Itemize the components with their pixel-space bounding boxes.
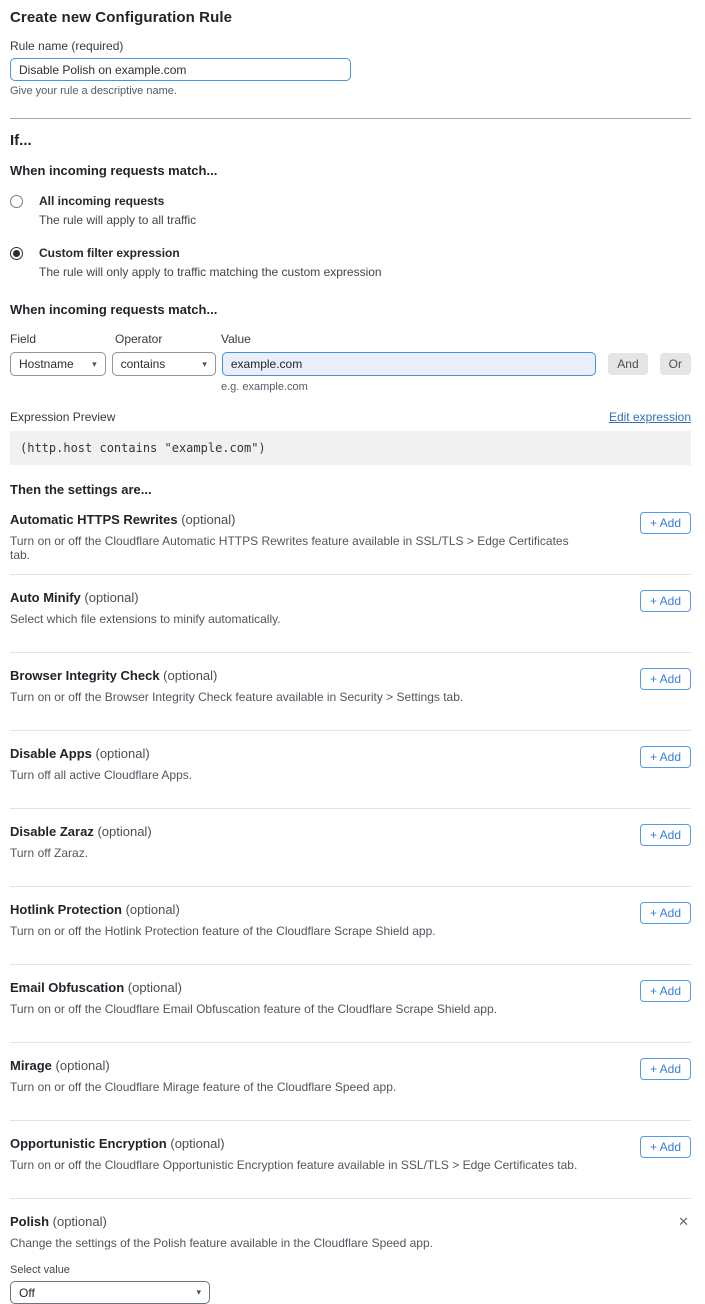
add-button[interactable]: + Add <box>640 512 691 534</box>
setting-name: Email Obfuscation <box>10 980 125 995</box>
setting-optional: (optional) <box>181 512 236 527</box>
page-title: Create new Configuration Rule <box>10 9 233 26</box>
operator-select-value: contains <box>120 357 166 371</box>
rule-name-input[interactable] <box>10 58 351 81</box>
setting-optional: (optional) <box>52 1214 107 1229</box>
setting-row-mirage <box>10 1043 691 1121</box>
radio-label: Custom filter expression <box>39 246 180 260</box>
setting-name: Opportunistic Encryption <box>10 1136 167 1151</box>
setting-name: Hotlink Protection <box>10 902 122 917</box>
polish-value-select[interactable] <box>10 1281 210 1304</box>
field-select-value: Hostname <box>19 357 74 371</box>
incoming-requests-match-heading: When incoming requests match... <box>10 163 218 178</box>
setting-optional: (optional) <box>55 1058 110 1073</box>
setting-description: Turn on or off the Cloudflare Email Obfuscation feature of the Cloudflare Scrape Shield app. <box>10 1002 497 1016</box>
add-button[interactable]: + Add <box>640 590 691 612</box>
polish-select-value: Off <box>19 1285 35 1300</box>
operator-select[interactable] <box>112 352 216 376</box>
chevron-down-icon: ▾ <box>92 358 97 369</box>
radio-unselected-icon[interactable] <box>10 195 23 208</box>
close-icon[interactable]: ✕ <box>678 1214 689 1229</box>
expression-builder-labels <box>10 332 691 346</box>
setting-description: Select which file extensions to minify automatically. <box>10 612 281 626</box>
and-button[interactable]: And <box>608 353 647 375</box>
setting-name: Auto Minify <box>10 590 81 605</box>
select-value-label: Select value <box>10 1264 70 1276</box>
radio-option-all-incoming-requests[interactable] <box>10 194 691 227</box>
value-help-text: e.g. example.com <box>221 381 308 393</box>
add-button[interactable]: + Add <box>640 1136 691 1158</box>
expression-preview-label: Expression Preview <box>10 410 116 424</box>
setting-optional: (optional) <box>97 824 152 839</box>
radio-selected-icon[interactable] <box>10 247 23 260</box>
radio-description: The rule will apply to all traffic <box>39 213 197 227</box>
rule-name-label: Rule name (required) <box>10 39 124 53</box>
or-button[interactable]: Or <box>660 353 691 375</box>
setting-description: Turn on or off the Hotlink Protection feature of the Cloudflare Scrape Shield app. <box>10 924 436 938</box>
radio-dot <box>13 250 20 257</box>
setting-description: Turn off all active Cloudflare Apps. <box>10 768 193 782</box>
setting-description: Turn on or off the Cloudflare Mirage feature of the Cloudflare Speed app. <box>10 1080 397 1094</box>
section-divider <box>10 118 691 119</box>
field-select[interactable] <box>10 352 106 376</box>
setting-description: Turn on or off the Cloudflare Opportunistic Encryption feature available in SSL/TLS > Edge Certificates tab. <box>10 1158 578 1172</box>
add-button[interactable]: + Add <box>640 902 691 924</box>
expression-preview-header <box>10 410 691 424</box>
setting-row-browser-integrity-check <box>10 653 691 731</box>
setting-optional: (optional) <box>170 1136 225 1151</box>
add-button[interactable]: + Add <box>640 746 691 768</box>
add-button[interactable]: + Add <box>640 668 691 690</box>
setting-optional: (optional) <box>84 590 139 605</box>
add-button[interactable]: + Add <box>640 1058 691 1080</box>
radio-label: All incoming requests <box>39 194 165 208</box>
setting-description: Turn off Zaraz. <box>10 846 89 860</box>
setting-name: Mirage <box>10 1058 52 1073</box>
operator-label: Operator <box>115 332 163 346</box>
value-label: Value <box>221 332 251 346</box>
setting-row-auto-minify <box>10 575 691 653</box>
expression-builder-row <box>10 352 691 376</box>
setting-description: Turn on or off the Cloudflare Automatic HTTPS Rewrites feature available in SSL/TLS > Edge Certificates tab. <box>10 534 569 562</box>
if-heading: If... <box>10 132 32 149</box>
setting-row-disable-apps <box>10 731 691 809</box>
radio-option-custom-filter-expression[interactable] <box>10 246 691 279</box>
setting-row-hotlink-protection <box>10 887 691 965</box>
setting-row-polish-expanded <box>10 1199 691 1304</box>
setting-row-email-obfuscation <box>10 965 691 1043</box>
radio-description: The rule will only apply to traffic matching the custom expression <box>39 265 382 279</box>
setting-name: Polish <box>10 1214 50 1229</box>
setting-name: Browser Integrity Check <box>10 668 160 683</box>
setting-description: Turn on or off the Browser Integrity Check feature available in Security > Settings tab. <box>10 690 464 704</box>
setting-name: Disable Zaraz <box>10 824 94 839</box>
add-button[interactable]: + Add <box>640 980 691 1002</box>
setting-row-automatic-https-rewrites <box>10 497 691 575</box>
field-label: Field <box>10 332 37 346</box>
expression-builder-heading: When incoming requests match... <box>10 302 218 317</box>
setting-name: Disable Apps <box>10 746 92 761</box>
setting-optional: (optional) <box>163 668 218 683</box>
chevron-down-icon: ▾ <box>196 1287 201 1297</box>
setting-description: Change the settings of the Polish feature available in the Cloudflare Speed app. <box>10 1236 433 1250</box>
setting-optional: (optional) <box>95 746 150 761</box>
expression-preview-code: (http.host contains "example.com") <box>10 431 691 465</box>
then-settings-heading: Then the settings are... <box>10 482 152 497</box>
setting-name: Automatic HTTPS Rewrites <box>10 512 178 527</box>
setting-row-disable-zaraz <box>10 809 691 887</box>
value-input[interactable] <box>222 352 596 376</box>
chevron-down-icon: ▾ <box>202 358 207 369</box>
add-button[interactable]: + Add <box>640 824 691 846</box>
rule-name-help: Give your rule a descriptive name. <box>10 85 177 97</box>
setting-row-opportunistic-encryption <box>10 1121 691 1199</box>
edit-expression-link[interactable]: Edit expression <box>608 410 691 424</box>
setting-optional: (optional) <box>127 980 182 995</box>
setting-optional: (optional) <box>125 902 180 917</box>
